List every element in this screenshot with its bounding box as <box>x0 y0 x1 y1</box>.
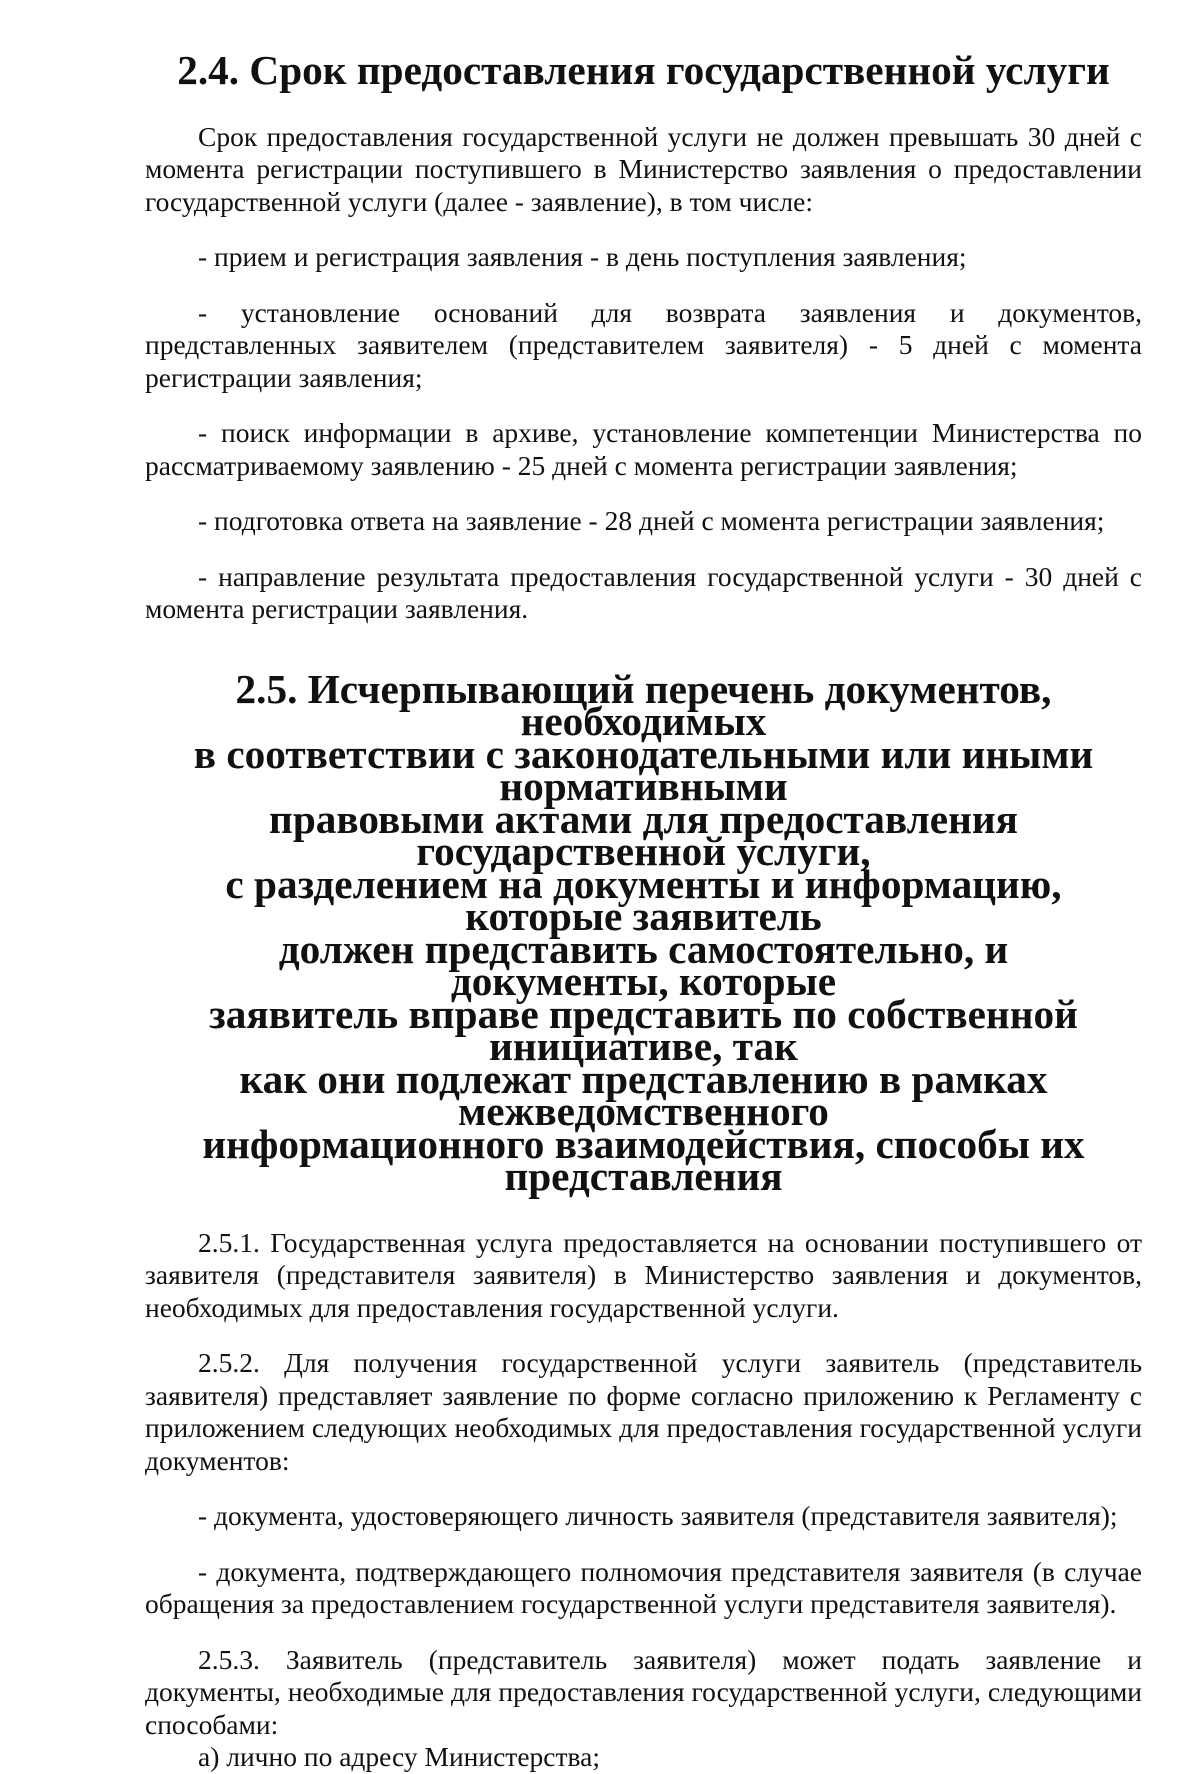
section-2-4-list-item: - поиск информации в архиве, установление компетенции Министерства по рассматриваемому заявлению - 25 дней с момента регистрации заявления; <box>145 417 1142 481</box>
section-2-5-1-paragraph: 2.5.1. Государственная услуга предоставляется на основании поступившего от заявителя (представителя заявителя) в Министерство заявления и документов, необходимых для предоставления государственной услуги. <box>145 1226 1142 1323</box>
section-2-5-3-option-a: а) лично по адресу Министерства; <box>198 1741 600 1772</box>
section-2-5-heading: 2.5. Исчерпывающий перечень документов, необходимых в соответствии с законодательными или иными нормативными правовыми актами для предоставления государственной услуги, с разделением на документы и информацию, которые заявитель должен представить самостоятельно, и документы, которые заявитель вправе представить по собственной инициативе, так как они подлежат представлению в рамках межведомственного информационного взаимодействия, способы их представления <box>193 665 1094 1199</box>
section-2-4-paragraph: Срок предоставления государственной услуги не должен превышать 30 дней с момента регистрации поступившего в Министерство заявления о предоставлении государственной услуги (далее - заявление), в том числе: <box>145 120 1142 217</box>
section-2-4-list-item: - направление результата предоставления государственной услуги - 30 дней с момента регистрации заявления. <box>145 560 1142 624</box>
section-2-4-list-item: - установление оснований для возврата заявления и документов, представленных заявителем (представителем заявителя) - 5 дней с момента регистрации заявления; <box>145 296 1142 393</box>
section-2-5-list-item: - документа, удостоверяющего личность заявителя (представителя заявителя); <box>198 1500 1118 1531</box>
section-2-4-list-item: - подготовка ответа на заявление - 28 дней с момента регистрации заявления; <box>198 505 1105 536</box>
section-2-5-3-paragraph: 2.5.3. Заявитель (представитель заявителя) может подать заявление и документы, необходимые для предоставления государственной услуги, следующими способами: <box>145 1643 1142 1740</box>
section-2-5-2-paragraph: 2.5.2. Для получения государственной услуги заявитель (представитель заявителя) представляет заявление по форме согласно приложению к Регламенту с приложением следующих необходимых для предоставления государственной услуги документов: <box>145 1347 1142 1476</box>
section-2-5-list-item: - документа, подтверждающего полномочия представителя заявителя (в случае обращения за предоставлением государственной услуги представителя заявителя). <box>145 1555 1142 1619</box>
section-2-4-heading: 2.4. Срок предоставления государственной услуги <box>177 47 1110 93</box>
section-2-4-list-item: - прием и регистрация заявления - в день поступления заявления; <box>198 241 967 272</box>
